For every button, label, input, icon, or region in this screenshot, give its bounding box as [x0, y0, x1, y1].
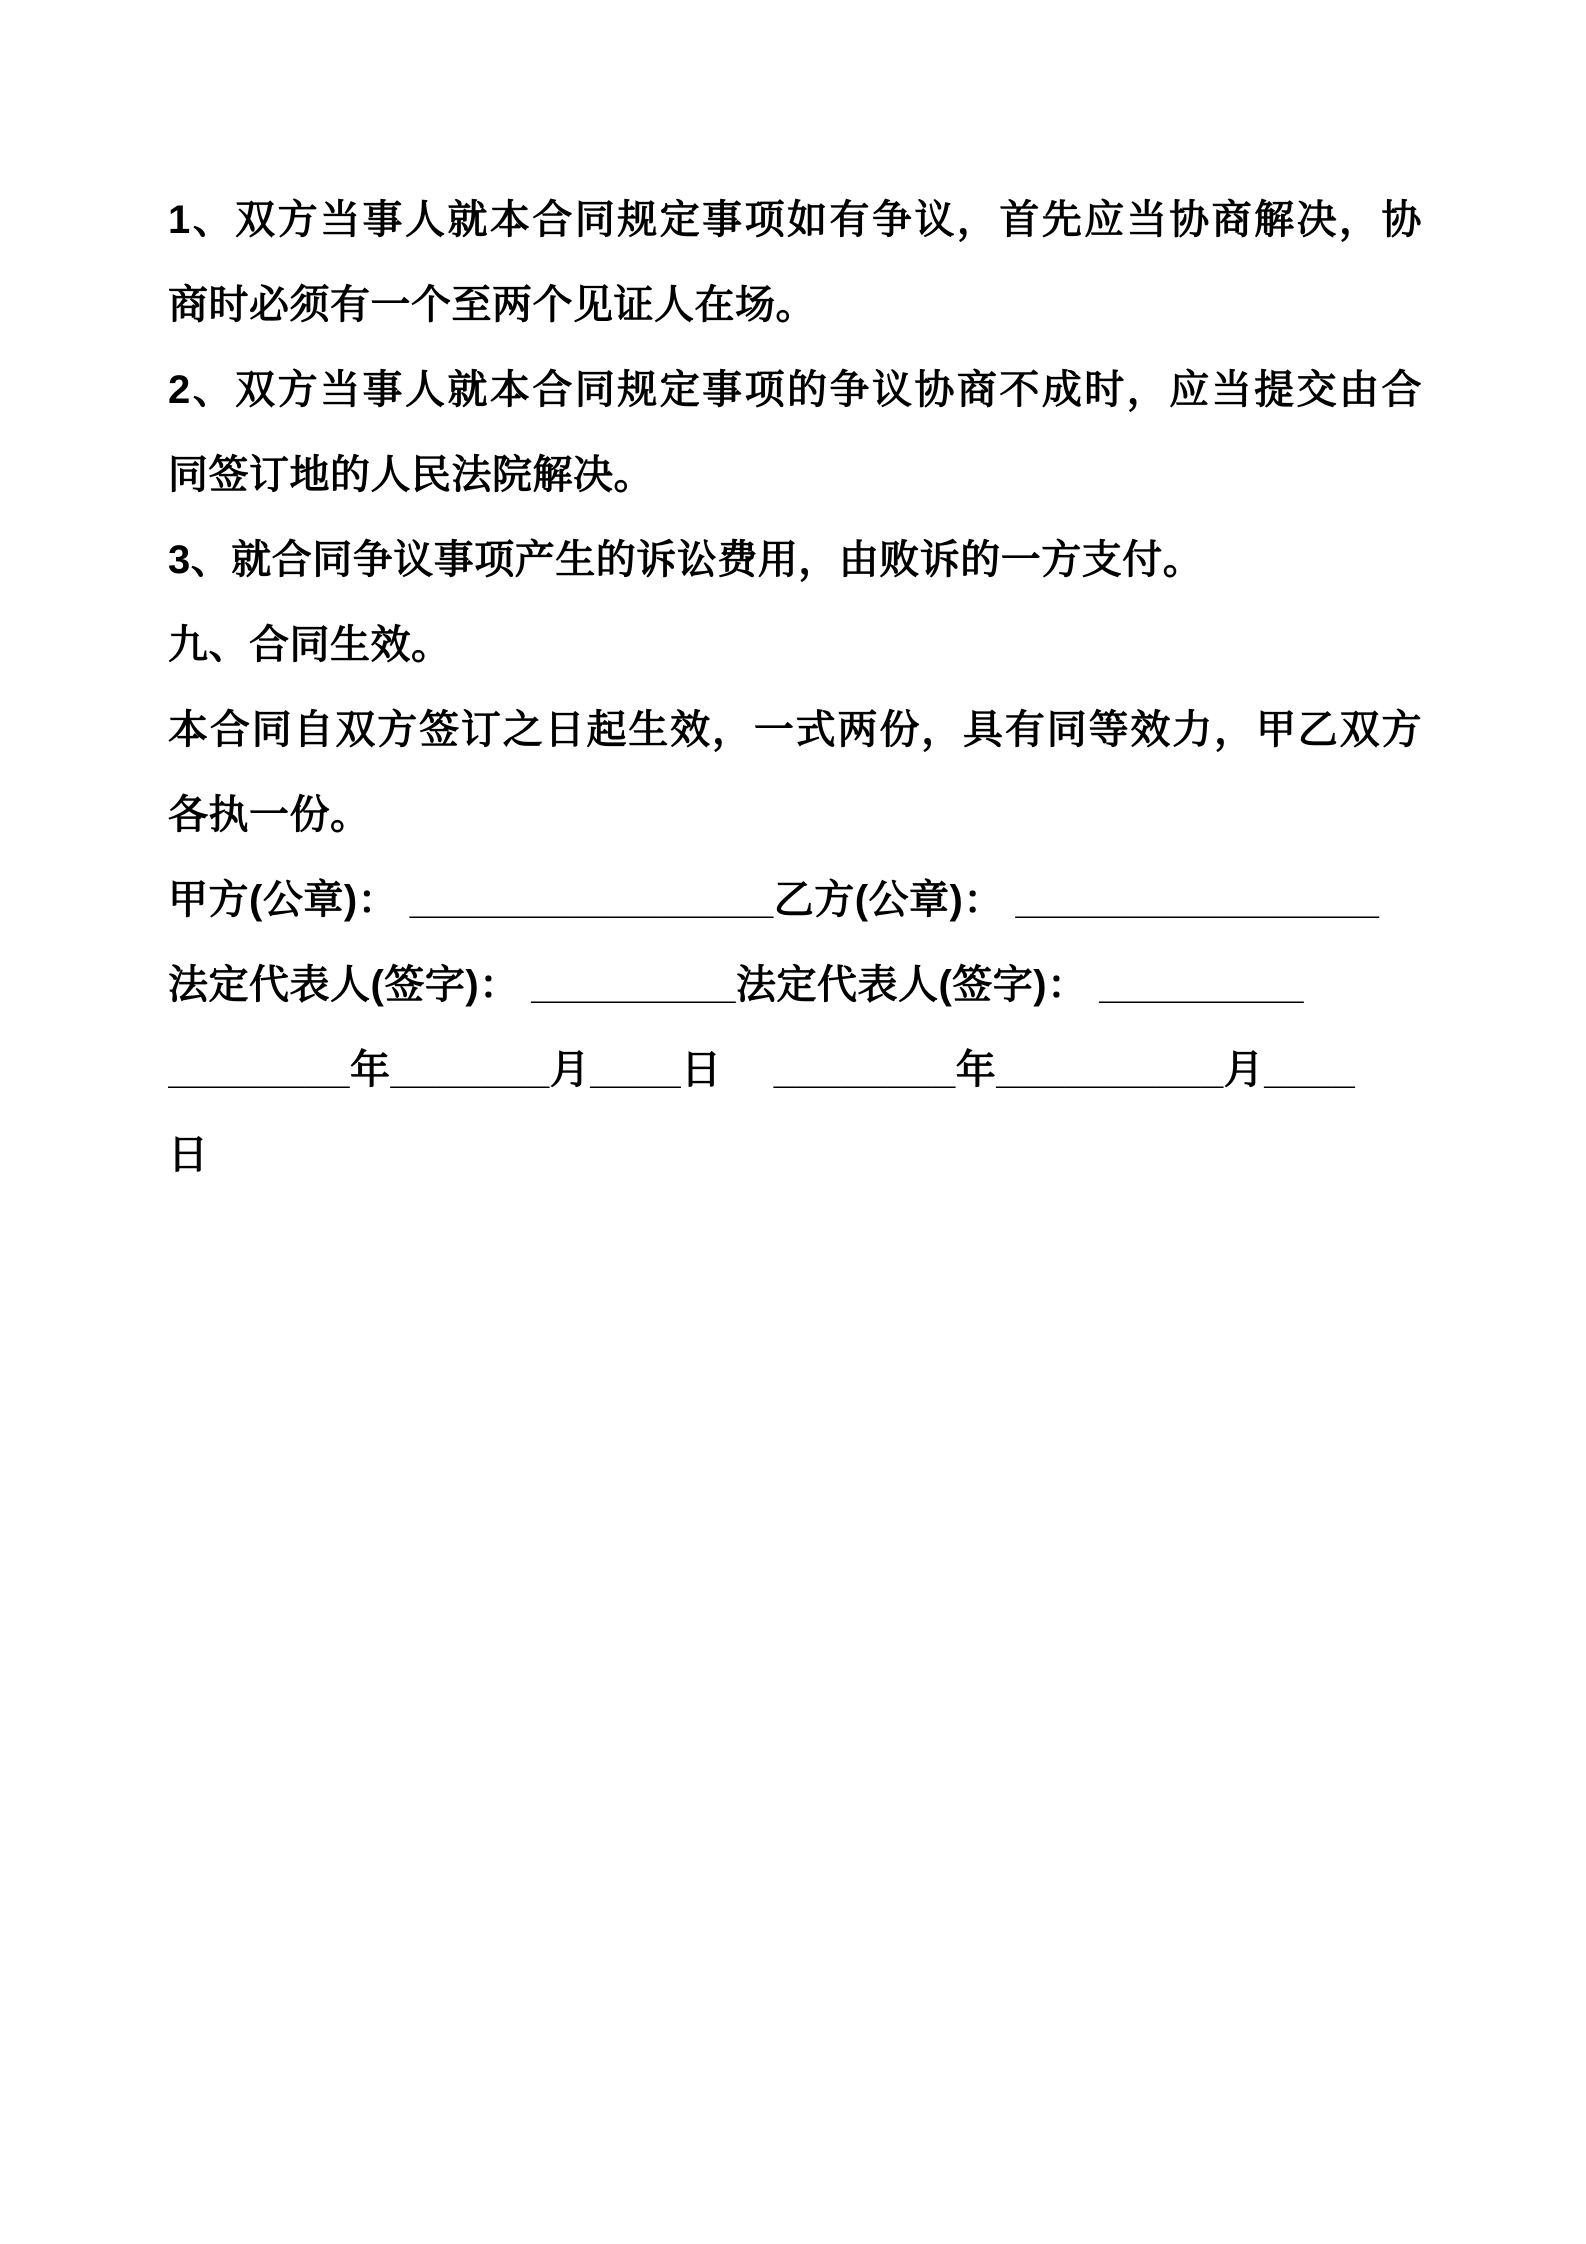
contract-body: [168, 178, 1422, 1198]
clause-1-line-2: 商时必须有一个至两个见证人在场。: [168, 283, 816, 327]
clause-3-line: 3、就合同争议事项产生的诉讼费用，由败诉的一方支付。: [168, 538, 1204, 582]
effectiveness-line-2: 各执一份。: [168, 793, 371, 837]
clause-2-line-1: 2、双方当事人就本合同规定事项的争议协商不成时，应当提交由合: [168, 368, 1422, 412]
seal-signature-line: 甲方(公章)： ________________乙方(公章)： ________________: [168, 878, 1380, 922]
effectiveness-line-1: 本合同自双方签订之日起生效，一式两份，具有同等效力，甲乙双方: [168, 708, 1422, 752]
date-blanks-line: ________年_______月____日 ________年__________月____: [168, 1048, 1356, 1092]
legal-rep-sign-line: 法定代表人(签字)： _________法定代表人(签字)： _________: [168, 963, 1304, 1007]
section-9-heading: 九、合同生效。: [168, 623, 452, 667]
clause-2-line-2: 同签订地的人民法院解决。: [168, 453, 654, 497]
clause-1-line-1: 1、双方当事人就本合同规定事项如有争议，首先应当协商解决，协: [168, 198, 1422, 242]
date-blanks-wrap-line: 日: [168, 1133, 209, 1177]
